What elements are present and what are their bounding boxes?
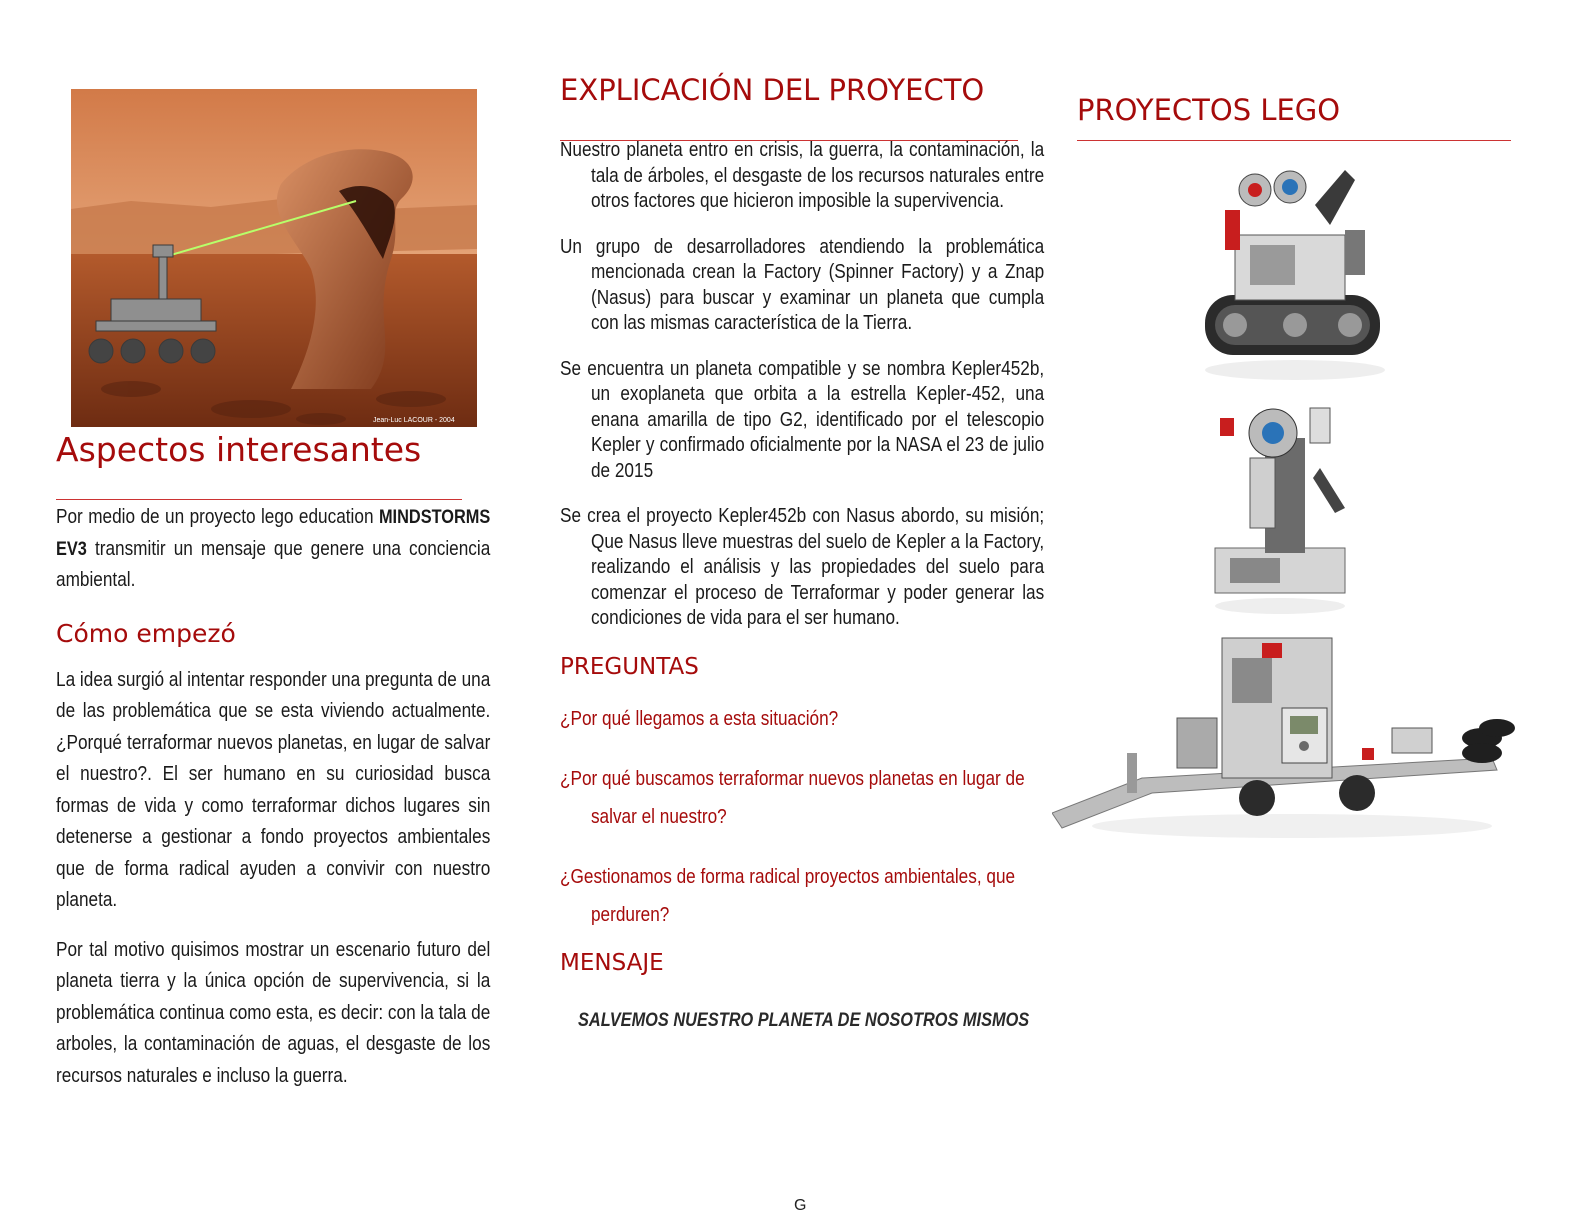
- intro-text-post: transmitir un mensaje que genere una conciencia ambiental.: [56, 537, 491, 591]
- page-marker: G: [794, 1197, 807, 1214]
- image-credit: Jean-Luc LACOUR - 2004: [373, 417, 455, 424]
- intro-text-bold: MINDSTORMS EV3: [56, 507, 491, 560]
- preguntas-heading: PREGUNTAS: [560, 653, 699, 680]
- como-empezo-paragraph-2: Por tal motivo quisimos mostrar un escenario futuro del planeta tierra y la única opción de supervivencia, si la problemática continua como esta, es decir: con la tala de arboles, la contaminación de aguas, el desgaste de los recursos naturales e incluso la guerra.: [56, 938, 491, 1087]
- preguntas-list: [560, 700, 1042, 934]
- explicacion-paragraph-3: Se encuentra un planeta compatible y se nombra Kepler452b, un exoplaneta que orbita a la estrella Kepler-452, una enana amarilla de tipo G2, identificado por el telescopio Kepler y confirmado oficialmente por la NASA el 23 de julio de 2015: [560, 357, 1045, 482]
- lego-factory-image: [1052, 628, 1517, 843]
- proyectos-lego-heading: PROYECTOS LEGO: [1077, 93, 1341, 127]
- explicacion-paragraph-2: Un grupo de desarrolladores atendiendo la problemática mencionada crean la Factory (Spinner Factory) y a Znap (Nasus) para buscar y examinar un planeta que cumpla con las mismas característica de la Tierra.: [560, 235, 1045, 334]
- explicacion-body: [560, 138, 1044, 632]
- como-empezo-paragraph-1: La idea surgió al intentar responder una pregunta de una de las problemática que se esta viviendo actualmente. ¿Porqué terraformar nuevos planetas, en lugar de salvar el nuestro?. El ser humano en su curiosidad busca formas de vida y como terraformar dichos lugares sin detenerse a gestionar a fondo proyectos ambientales que de forma radical ayuden a convivir con nuestro planeta.: [56, 668, 491, 911]
- aspectos-heading: Aspectos interesantes: [56, 430, 422, 469]
- proyectos-lego-rule: [1077, 140, 1511, 141]
- mensaje-heading: MENSAJE: [560, 949, 664, 976]
- intro-text-pre: Por medio de un proyecto lego education: [56, 506, 379, 528]
- como-empezo-heading: Cómo empezó: [56, 618, 236, 648]
- question-2: ¿Por qué buscamos terraformar nuevos planetas en lugar de salvar el nuestro?: [560, 767, 1025, 828]
- lego-robot-upright-image: [1205, 398, 1355, 616]
- explicacion-paragraph-1: Nuestro planeta entro en crisis, la guerra, la contaminación, la tala de árboles, el desgaste de los recursos naturales entre otros factores que hicieron imposible la supervivencia.: [560, 139, 1045, 212]
- question-1: ¿Por qué llegamos a esta situación?: [560, 707, 839, 730]
- aspectos-rule: [56, 499, 462, 500]
- intro-paragraph: [56, 502, 490, 597]
- explicacion-paragraph-4: Se crea el proyecto Kepler452b con Nasus abordo, su misión; Que Nasus lleve muestras del suelo de Kepler a la Factory, realizando el análisis y las propiedades del suelo para comenzar el proceso de Terraformar y poder generar las condiciones de vida para el ser humano.: [560, 505, 1045, 629]
- mensaje-text: SALVEMOS NUESTRO PLANETA DE NOSOTROS MISMOS: [578, 1009, 1030, 1031]
- lego-robot-tracked-image: [1195, 165, 1390, 385]
- question-3: ¿Gestionamos de forma radical proyectos ambientales, que perduren?: [560, 865, 1016, 926]
- mars-rover-image: [71, 89, 477, 427]
- explicacion-heading: EXPLICACIÓN DEL PROYECTO: [560, 73, 985, 107]
